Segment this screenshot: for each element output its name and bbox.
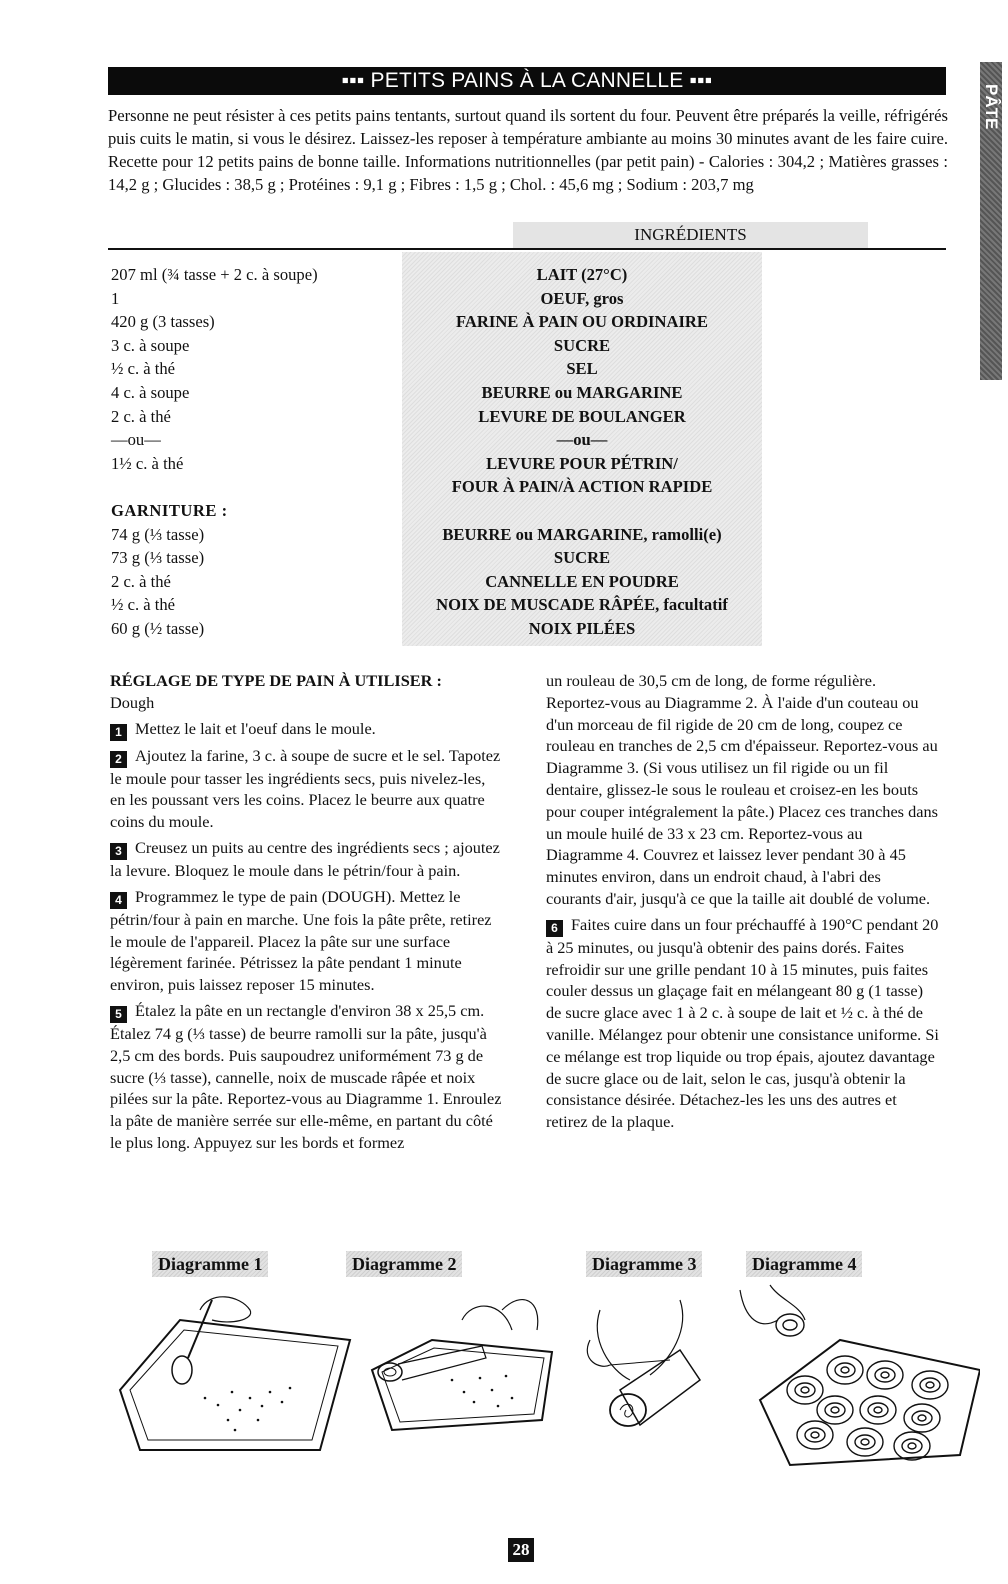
step-2 xyxy=(110,745,502,833)
ingredient-names xyxy=(402,263,762,641)
step-text: Programmez le type de pain (DOUGH). Mettez le pétrin/four à pain en marche. Une fois la pâte prête, retirez le moule de l'appareil. Placez la pâte sur une surface légèrement farinée. Pétrissez la pâte pendant 1 minute environ, puis laissez reposer 15 minutes. xyxy=(110,886,492,995)
step-5 xyxy=(110,1000,502,1154)
ingredient-qty: 420 g (3 tasses) xyxy=(111,312,215,332)
step-3 xyxy=(110,837,502,882)
intro-paragraph: Personne ne peut résister à ces petits pains tentants, surtout quand ils sortent du four. Peuvent être préparés la veille, réfrigérés puis cuits le matin, si vous le désirez. Laissez-les reposer à température ambiante au moins 30 minutes avant de les faire cuire. Recette pour 12 petits pains de bonne taille. Informations nutritionnelles (par petit pain) - Calories : 304,2 ; Matières grasses : 14,2 g ; Glucides : 38,5 g ; Protéines : 9,1 g ; Fibres : 1,5 g ; Chol. : 45,6 mg ; Sodium : 203,7 mg xyxy=(108,106,948,194)
ingredient-name: LEVURE POUR PÉTRIN/ xyxy=(486,453,678,473)
ingredient-quantities xyxy=(111,263,401,641)
ingredient-name: SUCRE xyxy=(553,335,611,355)
ingredient-qty: 1 xyxy=(111,288,120,308)
step-number-badge: 2 xyxy=(110,751,127,768)
garniture-name: SUCRE xyxy=(553,548,611,568)
garniture-spacer xyxy=(402,499,762,523)
diagram-1-illustration xyxy=(100,1280,360,1470)
garniture-qty: ½ c. à thé xyxy=(111,595,176,615)
diagram-2-illustration xyxy=(362,1280,562,1470)
ingredient-name: FARINE À PAIN OU ORDINAIRE xyxy=(456,312,708,332)
ingredient-qty: 4 c. à soupe xyxy=(111,382,190,402)
diagram-3-illustration xyxy=(570,1280,720,1470)
ingredient-qty: 3 c. à soupe xyxy=(111,335,190,355)
garniture-name: CANNELLE EN POUDRE xyxy=(485,571,679,591)
ingredient-name: FOUR À PAIN/À ACTION RAPIDE xyxy=(451,477,713,497)
step-text: Mettez le lait et l'oeuf dans le moule. xyxy=(135,718,376,738)
diagram-4-illustration xyxy=(730,1280,980,1480)
ingredient-name: BEURRE ou MARGARINE xyxy=(481,382,683,402)
step-text: Faites cuire dans un four préchauffé à 190°C pendant 20 à 25 minutes, ou jusqu'à obtenir des pains dorés. Faites refroidir sur une grille pendant 10 à 15 minutes, puis faites couler dessus un glaçage fait en mélangeant 80 g (1 tasse) de sucre glace avec 1 à 2 c. à soupe de lait et ½ c. à thé de vanille. Mélangez pour obtenir une consistance uniforme. Si ce mélange est trop liquide ou trop épais, ajoutez davantage de sucre glace ou de lait, selon le cas, jusqu'à obtenir la consistance désirée. Détachez-les les uns des autres et retirez de la plaque. xyxy=(546,914,939,1132)
garniture-qty: 73 g (⅓ tasse) xyxy=(111,548,205,568)
garniture-qty: 74 g (⅓ tasse) xyxy=(111,524,205,544)
step-6 xyxy=(546,914,940,1133)
step-number-badge: 5 xyxy=(110,1006,127,1023)
ingredient-name: —ou— xyxy=(556,430,608,450)
ingredient-qty: 1½ c. à thé xyxy=(111,453,184,473)
step-number-badge: 3 xyxy=(110,843,127,860)
section-tab-label: PÂTE xyxy=(982,84,1001,130)
ingredient-qty xyxy=(111,475,401,499)
instructions-right-column xyxy=(546,670,940,1137)
step-number-badge: 4 xyxy=(110,892,127,909)
ingredients-header: INGRÉDIENTS xyxy=(513,222,868,248)
ingredient-qty: 207 ml (¾ tasse + 2 c. à soupe) xyxy=(111,265,318,284)
diagram-4-label: Diagramme 4 xyxy=(746,1251,862,1277)
ingredient-qty: 2 c. à thé xyxy=(111,406,171,426)
step-4 xyxy=(110,886,502,996)
step-number-badge: 1 xyxy=(110,724,127,741)
diagram-2-label: Diagramme 2 xyxy=(346,1251,462,1277)
recipe-title: ▪▪▪ PETITS PAINS À LA CANNELLE ▪▪▪ xyxy=(108,67,946,95)
diagram-1-label: Diagramme 1 xyxy=(152,1251,268,1277)
ingredient-name: LAIT (27°C) xyxy=(536,265,628,284)
page-number: 28 xyxy=(508,1538,534,1562)
garniture-name: BEURRE ou MARGARINE, ramolli(e) xyxy=(442,524,722,544)
setting-title: RÉGLAGE DE TYPE DE PAIN À UTILISER : xyxy=(110,671,442,690)
garniture-qty: 2 c. à thé xyxy=(111,571,171,591)
step-5-continued: un rouleau de 30,5 cm de long, de forme régulière. Reportez-vous au Diagramme 2. À l'aide d'un couteau ou d'un morceau de fil rigide de 20 cm de long, coupez ce rouleau en tranches de 2,5 cm d'épaisseur. Reportez-vous au Diagramme 3. (Si vous utilisez un fil rigide ou un fil dentaire, glissez-le sous le rouleau et croisez-en les bouts pour couper intégralement la pâte.) Placez ces tranches dans un moule huilé de 33 x 23 cm. Reportez-vous au Diagramme 4. Couvrez et laissez lever pendant 30 à 45 minutes environ, dans un endroit chaud, à l'abri des courants d'air, jusqu'à ce que la taille ait doublé de volume. xyxy=(546,671,938,908)
instructions-left-column xyxy=(110,670,502,1158)
step-1 xyxy=(110,718,502,741)
garniture-qty: 60 g (½ tasse) xyxy=(111,618,205,638)
ingredient-qty: —ou— xyxy=(111,430,161,450)
garniture-name: NOIX DE MUSCADE RÂPÉE, facultatif xyxy=(436,595,728,615)
garniture-label: GARNITURE : xyxy=(111,500,228,520)
ingredient-name: OEUF, gros xyxy=(540,288,624,308)
ingredient-name: SEL xyxy=(566,359,598,379)
ingredients-header-row xyxy=(108,222,946,250)
section-tab xyxy=(980,62,1002,380)
step-text: Creusez un puits au centre des ingrédients secs ; ajoutez la levure. Bloquez le moule dans le pétrin/four à pain. xyxy=(110,837,500,880)
step-text: Ajoutez la farine, 3 c. à soupe de sucre et le sel. Tapotez le moule pour tasser les ingrédients secs, puis nivelez-les, en les poussant vers les coins. Placez le beurre aux quatre coins du moule. xyxy=(110,745,501,832)
step-text: Étalez la pâte en un rectangle d'environ 38 x 25,5 cm. Étalez 74 g (⅓ tasse) de beurre ramolli sur la pâte, jusqu'à 2,5 cm des bords. Puis saupoudrez uniformément 73 g de sucre (⅓ tasse), cannelle, noix de muscade râpée et noix pilées sur la pâte. Reportez-vous au Diagramme 1. Enroulez la pâte de manière serrée sur elle-même, en partant du côté le plus long. Appuyez sur les bords et formez xyxy=(110,1000,502,1152)
step-number-badge: 6 xyxy=(546,920,563,937)
garniture-name: NOIX PILÉES xyxy=(528,618,636,638)
setting-value: Dough xyxy=(110,692,155,712)
ingredient-qty: ½ c. à thé xyxy=(111,359,176,379)
ingredient-name: LEVURE DE BOULANGER xyxy=(478,406,686,426)
diagram-3-label: Diagramme 3 xyxy=(586,1251,702,1277)
